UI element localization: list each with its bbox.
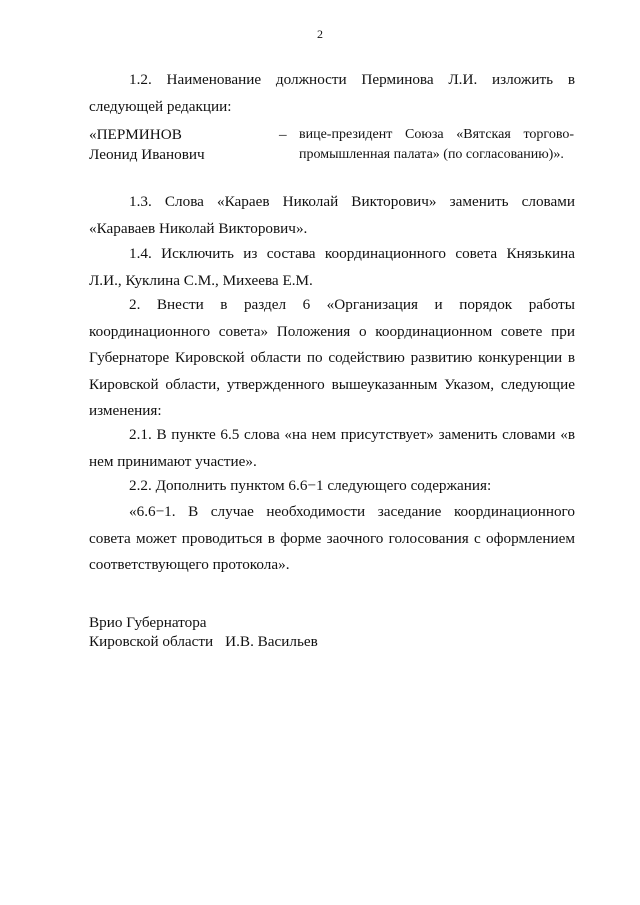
appointee-position: вице-президент Союза «Вятская торгово-промышленная палата» (по согласованию)». — [299, 127, 574, 162]
appointee-surname: «ПЕРМИНОВ — [89, 126, 182, 143]
paragraph-item-2-2 — [89, 473, 575, 500]
paragraph-item-1-4 — [89, 241, 575, 294]
paragraph-item-6-6-1 — [89, 499, 575, 579]
page-number: 2 — [317, 27, 323, 41]
item-2-1-text: 2.1. В пункте 6.5 слова «на нем присутствует» заменить словами «в нем принимают участие». — [89, 426, 575, 470]
signatory-title-line1: Врио Губернатора — [89, 614, 207, 631]
paragraph-item-1-3 — [89, 189, 575, 242]
item-2-text: 2. Внести в раздел 6 «Организация и порядок работы координационного совета» Положения о координационном совете при Губернаторе Кировской области по содействию развитию конкуренции в Кировской области, утвержденного вышеуказанным Указом, следующие изменения: — [89, 296, 575, 419]
signature-block — [89, 613, 489, 651]
item-2-2-text: 2.2. Дополнить пунктом 6.6−1 следующего содержания: — [129, 477, 492, 494]
appointee-given-names: Леонид Иванович — [89, 145, 205, 163]
item-1-4-text: 1.4. Исключить из состава координационного совета Князькина Л.И., Куклина С.М., Михеева Е.М. — [89, 245, 575, 289]
appointment-dash: – — [279, 126, 287, 143]
signatory-name: И.В. Васильев — [225, 633, 318, 650]
paragraph-item-2 — [89, 292, 575, 425]
paragraph-item-2-1 — [89, 422, 575, 475]
paragraph-item-1-2 — [89, 67, 575, 120]
signatory-title-line2 — [89, 632, 489, 651]
item-1-2-text: 1.2. Наименование должности Перминова Л.И. изложить в следующей редакции: — [89, 71, 575, 115]
item-6-6-1-text: «6.6−1. В случае необходимости заседание координационного совета может проводиться в форме заочного голосования с оформлением соответствующего протокола». — [89, 503, 575, 573]
item-1-3-text: 1.3. Слова «Караев Николай Викторович» заменить словами «Караваев Николай Викторович». — [89, 193, 575, 237]
signatory-region: Кировской области — [89, 633, 214, 650]
appointee-name — [89, 125, 279, 164]
